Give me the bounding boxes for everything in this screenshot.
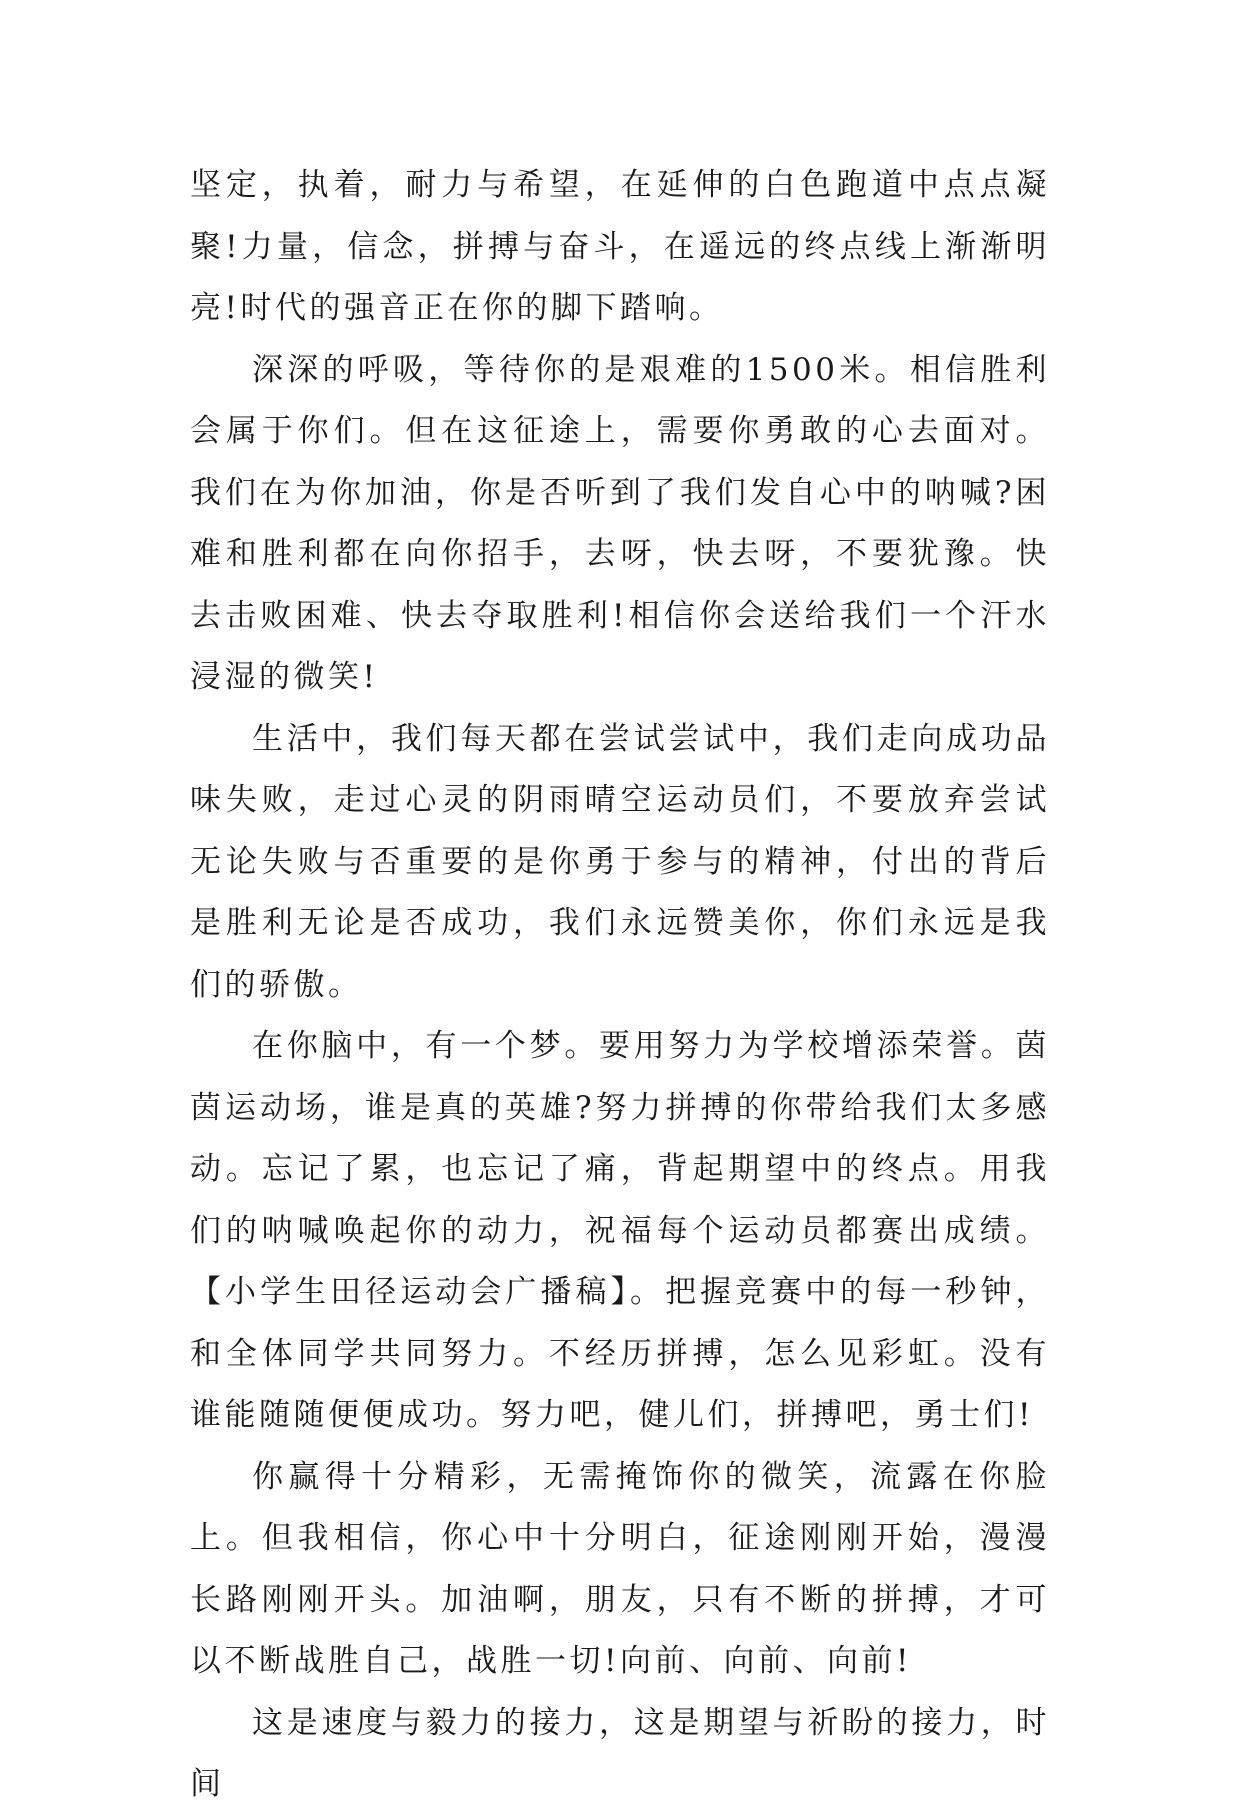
paragraph: 你赢得十分精彩，无需掩饰你的微笑，流露在你脸上。但我相信，你心中十分明白，征途刚刚开始，漫漫长路刚刚开头。加油啊，朋友，只有不断的拼搏，才可以不断战胜自己，战胜一切!向前、向前、向前! — [190, 1458, 1050, 1679]
paragraph: 生活中，我们每天都在尝试尝试中，我们走向成功品味失败，走过心灵的阴雨晴空运动员们，不要放弃尝试无论失败与否重要的是你勇于参与的精神，付出的背后是胜利无论是否成功，我们永远赞美你，你们永远是我们的骄傲。 — [190, 720, 1050, 1003]
paragraph: 坚定，执着，耐力与希望，在延伸的白色跑道中点点凝聚!力量，信念，拼搏与奋斗，在遥远的终点线上渐渐明亮!时代的强音正在你的脚下踏响。 — [190, 167, 1050, 326]
paragraph: 在你脑中，有一个梦。要用努力为学校增添荣誉。茵茵运动场，谁是真的英雄?努力拼搏的你带给我们太多感动。忘记了累，也忘记了痛，背起期望中的终点。用我们的呐喊唤起你的动力，祝福每个运动员都赛出成绩。【小学生田径运动会广播稿】。把握竞赛中的每一秒钟，和全体同学共同努力。不经历拼搏，怎么见彩虹。没有谁能随随便便成功。努力吧，健儿们，拼搏吧，勇士们! — [190, 1028, 1050, 1433]
paragraph: 这是速度与毅力的接力，这是期望与祈盼的接力，时间 — [190, 1704, 1050, 1802]
paragraph: 深深的呼吸，等待你的是艰难的1500米。相信胜利会属于你们。但在这征途上，需要你勇敢的心去面对。我们在为你加油，你是否听到了我们发自心中的呐喊?困难和胜利都在向你招手，去呀，快去呀，不要犹豫。快去击败困难、快去夺取胜利!相信你会送给我们一个汗水浸湿的微笑! — [190, 351, 1050, 695]
document-body — [190, 155, 1050, 1816]
